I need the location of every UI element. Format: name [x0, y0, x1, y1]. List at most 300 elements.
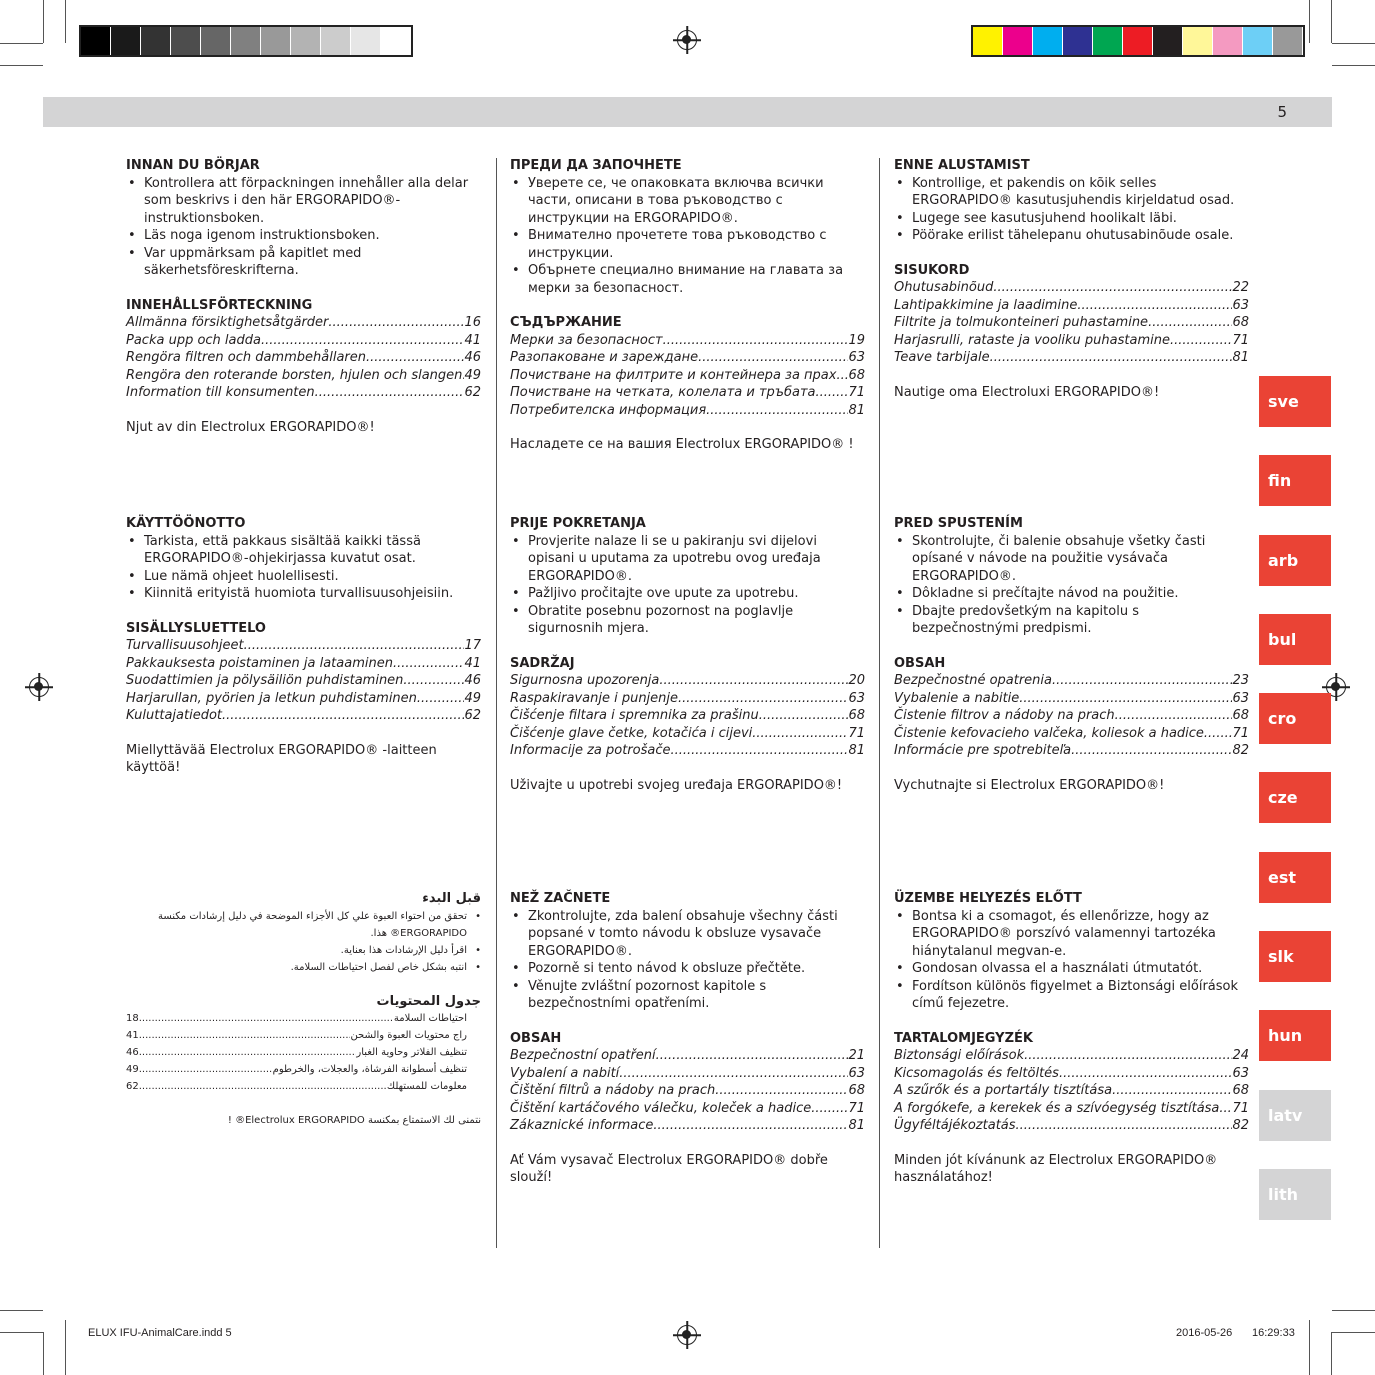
- language-tab-arb: arb: [1259, 535, 1331, 586]
- toc-entry: [510, 1082, 865, 1100]
- toc-entry: [126, 637, 481, 655]
- toc-leader: [1075, 742, 1232, 760]
- toc-leader: [815, 384, 848, 402]
- toc-title: Vybalenie a nabitie: [894, 690, 1020, 706]
- closing-line: Ať Vám vysavač Electrolux ERGORAPIDO® dobře slouží!: [510, 1152, 828, 1185]
- toc-page: 81: [848, 743, 865, 758]
- toc-leader: [667, 332, 849, 350]
- toc-page: 63: [1232, 1065, 1249, 1081]
- toc-leader: [698, 349, 848, 367]
- toc-page: 82: [1232, 743, 1249, 758]
- toc-entry: [126, 655, 481, 673]
- section-heading: INNAN DU BÖRJAR: [126, 158, 260, 173]
- toc-leader: [403, 672, 464, 690]
- toc-page: 63: [1232, 297, 1249, 313]
- toc-list: [894, 1047, 1249, 1135]
- toc-page: 71: [1232, 1100, 1249, 1116]
- intro-list: [510, 175, 865, 298]
- toc-title: Разопаковане и зареждане: [510, 350, 699, 365]
- registration-mark-icon: [677, 30, 697, 50]
- toc-entry: [894, 1047, 1249, 1065]
- toc-title: Turvallisuusohjeet: [126, 638, 244, 653]
- toc-heading: INNEHÅLLSFÖRTECKNING: [126, 297, 313, 313]
- list-item: • Kontrollige, et pakendis on kõik selles ERGORAPIDO® kasutusjuhendis kirjeldatud osad.: [894, 175, 1249, 210]
- color-swatch: [1213, 27, 1243, 55]
- list-item: • Обърнете специално внимание на главата за мерки за безопасност.: [510, 262, 865, 297]
- language-tab-est: est: [1259, 852, 1331, 903]
- toc-page: 71: [848, 385, 865, 400]
- toc-page: 71: [848, 1100, 865, 1116]
- list-item: • Läs noga igenom instruktionsboken.: [126, 227, 481, 245]
- closing-line: نتمنى لك الاستمتاع بمكنسة Electrolux ERGORAPIDO® !: [227, 1115, 481, 1126]
- registration-mark-icon: [677, 1325, 697, 1345]
- toc-entry: [894, 672, 1249, 690]
- language-tab-lith: lith: [1259, 1169, 1331, 1220]
- toc-title: Ohutusabinõud: [894, 280, 994, 295]
- toc-heading: جدول المحتويات: [376, 993, 481, 1009]
- toc-page: 63: [848, 690, 865, 706]
- toc-entry: [510, 402, 865, 420]
- toc-page: 81: [848, 1118, 865, 1133]
- list-item: • Fordítson különös figyelmet a Biztonsági előírások című fejezetre.: [894, 978, 1249, 1013]
- section-sve: [126, 157, 481, 436]
- crop-mark: [0, 1332, 43, 1333]
- toc-entry: [894, 297, 1249, 315]
- crop-mark: [0, 43, 43, 44]
- toc-leader: [619, 1065, 848, 1083]
- toc-page: 46: [464, 350, 481, 365]
- toc-page: 62: [464, 708, 481, 723]
- intro-list: [510, 533, 865, 638]
- toc-page: 20: [848, 673, 865, 688]
- toc-title: Čistenie filtrov a nádoby na prach: [894, 708, 1115, 723]
- crop-mark: [1309, 1320, 1310, 1375]
- toc-title: Čištění kartáčového válečku, koleček a hadice: [510, 1100, 812, 1116]
- list-item: • Pöörake erilist tähelepanu ohutusabinõude osale.: [894, 227, 1249, 245]
- crop-mark: [43, 1332, 44, 1375]
- header-band: [43, 97, 1332, 127]
- list-item: • Provjerite nalaze li se u pakiranju svi dijelovi opisani u uputama za upotrebu ovog uređaja ERGORAPIDO®.: [510, 533, 865, 586]
- toc-page: 68: [848, 1083, 865, 1098]
- intro-list: [126, 533, 481, 603]
- toc-page: 62: [126, 1081, 139, 1092]
- toc-title: Suodattimien ja pölysäiliön puhdistaminen: [126, 673, 404, 688]
- toc-leader: [811, 1100, 848, 1118]
- toc-title: Kuluttajatiedot: [126, 708, 223, 723]
- toc-leader: [1077, 297, 1232, 315]
- color-swatch: [351, 27, 381, 55]
- language-tab-slk: slk: [1259, 931, 1331, 982]
- color-swatch: [231, 27, 261, 55]
- section-heading: ENNE ALUSTAMIST: [894, 158, 1030, 173]
- list-item: • Lue nämä ohjeet huolellisesti.: [126, 568, 481, 586]
- toc-heading: OBSAH: [510, 1030, 562, 1046]
- toc-page: 71: [1232, 332, 1249, 348]
- toc-page: 41: [464, 655, 481, 671]
- toc-title: Rengöra den roterande borsten, hjulen och slangen: [126, 367, 463, 383]
- color-swatch: [291, 27, 321, 55]
- toc-leader: [1028, 1047, 1232, 1065]
- toc-title: Čišćenje glave četke, kotačića i cijevi: [510, 725, 753, 741]
- toc-entry: [126, 690, 481, 708]
- toc-title: A forgókefe, a kerekek és a szívóegység tisztítása: [894, 1100, 1220, 1116]
- toc-title: Почистване на четката, колелата и тръбата: [510, 385, 816, 400]
- toc-page: 41: [126, 1030, 139, 1041]
- language-tab-bul: bul: [1259, 614, 1331, 665]
- toc-entry: [894, 742, 1249, 760]
- toc-entry: [510, 707, 865, 725]
- section-arb: [126, 890, 481, 1129]
- list-item: • Pozorně si tento návod k obsluze přečtěte.: [510, 960, 865, 978]
- toc-page: 62: [464, 385, 481, 400]
- color-swatch: [201, 27, 231, 55]
- toc-title: Informácie pre spotrebiteľa.: [894, 743, 1076, 758]
- toc-page: 71: [848, 725, 865, 741]
- toc-entry: [510, 1117, 865, 1135]
- list-item: • تحقق من احتواء العبوة علي كل الأجزاء الموضحة في دليل إرشادات مكنسة ERGORAPIDO® هذا.: [126, 908, 481, 942]
- toc-entry: [894, 725, 1249, 743]
- toc-page: 63: [1232, 690, 1249, 706]
- grayscale-color-bar: [79, 25, 413, 57]
- toc-title: معلومات للمستهلك: [386, 1081, 467, 1092]
- toc-page: 46: [464, 673, 481, 688]
- toc-page: 16: [464, 315, 481, 330]
- toc-leader: [139, 1027, 351, 1044]
- section-cze: [510, 890, 865, 1187]
- list-item: • Kontrollera att förpackningen innehåller alla delar som beskrivs i den här ERGORAPIDO®-instruktionsboken.: [126, 175, 481, 228]
- list-item: • Dbajte predovšetkým na kapitolu s bezpečnostnými predpismi.: [894, 603, 1249, 638]
- toc-entry: [126, 1027, 481, 1044]
- crop-mark: [1309, 0, 1310, 43]
- color-swatch: [321, 27, 351, 55]
- section-heading: PRED SPUSTENÍM: [894, 516, 1023, 531]
- toc-heading: SADRŽAJ: [510, 655, 575, 671]
- toc-entry: [894, 1082, 1249, 1100]
- toc-title: Packa upp och ladda: [126, 332, 261, 348]
- toc-title: Biztonsági előírások.: [894, 1048, 1029, 1063]
- list-item: • Lugege see kasutusjuhend hoolikalt läbi.: [894, 210, 1249, 228]
- toc-leader: [1116, 1082, 1232, 1100]
- toc-leader: [328, 314, 464, 332]
- toc-page: 81: [848, 402, 865, 418]
- footer-time: 16:29:33: [1252, 1327, 1295, 1339]
- footer-filename: ELUX IFU-AnimalCare.indd 5: [88, 1327, 232, 1339]
- toc-entry: [894, 1100, 1249, 1118]
- toc-entry: [126, 1078, 481, 1095]
- toc-heading: OBSAH: [894, 655, 946, 671]
- toc-entry: [894, 349, 1249, 367]
- toc-page: 81: [1232, 350, 1249, 365]
- color-swatch: [1063, 27, 1093, 55]
- toc-list: [894, 279, 1249, 367]
- color-swatch: [81, 27, 111, 55]
- toc-title: Bezpečnostní opatření: [510, 1048, 656, 1063]
- intro-list: [126, 175, 481, 280]
- toc-leader: [659, 672, 848, 690]
- color-swatch: [261, 27, 291, 55]
- toc-leader: [990, 349, 1233, 367]
- list-item: • Bontsa ki a csomagot, és ellenőrizze, hogy az ERGORAPIDO® porszívó valamennyi tartozéka hiánytalanul megvan-e.: [894, 908, 1249, 961]
- toc-list: [126, 1010, 481, 1095]
- language-tab-cze: cze: [1259, 772, 1331, 823]
- toc-list: [126, 637, 481, 725]
- toc-leader: [1170, 332, 1232, 350]
- toc-entry: [510, 742, 865, 760]
- toc-title: A szűrők és a portartály tisztítása.: [894, 1083, 1117, 1098]
- toc-leader: [139, 1078, 387, 1095]
- toc-page: 24: [1232, 1048, 1249, 1063]
- toc-page: 46: [126, 1047, 139, 1058]
- list-item: • Tarkista, että pakkaus sisältää kaikki tässä ERGORAPIDO®-ohjekirjassa kuvatut osat.: [126, 533, 481, 568]
- closing-line: Miellyttävää Electrolux ERGORAPIDO® -laitteen käyttöä!: [126, 742, 437, 775]
- section-heading: قبل البدء: [422, 891, 481, 906]
- toc-entry: [510, 690, 865, 708]
- color-swatch: [1033, 27, 1063, 55]
- toc-entry: [126, 314, 481, 332]
- section-heading: NEŽ ZAČNETE: [510, 891, 611, 906]
- registration-mark-icon: [29, 677, 49, 697]
- toc-leader: [1148, 314, 1232, 332]
- list-item: • Dôkladne si prečítajte návod na použitie.: [894, 585, 1249, 603]
- toc-entry: [894, 279, 1249, 297]
- toc-page: 68: [848, 708, 865, 723]
- process-color-bar: [971, 25, 1305, 57]
- list-item: • Skontrolujte, či balenie obsahuje všetky časti opísané v návode na použitie vysávača ERGORAPIDO®.: [894, 533, 1249, 586]
- list-item: • اقرأ دليل الإرشادات هذا بعناية.: [126, 942, 481, 959]
- closing-line: Nautige oma Electroluxi ERGORAPIDO®!: [894, 384, 1160, 400]
- toc-entry: [894, 690, 1249, 708]
- toc-entry: [894, 314, 1249, 332]
- toc-leader: [417, 690, 465, 708]
- toc-list: [510, 332, 865, 420]
- crop-mark: [1332, 65, 1375, 66]
- closing-line: Uživajte u upotrebi svojeg uređaja ERGORAPIDO®!: [510, 777, 843, 793]
- toc-title: Filtrite ja tolmukonteineri puhastamine: [894, 315, 1149, 330]
- toc-page: 63: [848, 350, 865, 365]
- toc-page: 49: [464, 367, 481, 383]
- list-item: • Уверете се, че опаковката включва всички части, описани в това ръководство с инструкции на ERGORAPIDO®.: [510, 175, 865, 228]
- intro-list: [126, 908, 481, 976]
- list-item: • Věnujte zvláštní pozornost kapitole s bezpečnostními opatřeními.: [510, 978, 865, 1013]
- toc-page: 49: [126, 1064, 139, 1075]
- toc-leader: [1219, 1100, 1232, 1118]
- toc-leader: [1059, 1065, 1233, 1083]
- toc-page: 21: [848, 1048, 865, 1063]
- toc-list: [510, 1047, 865, 1135]
- language-tab-cro: cro: [1259, 693, 1331, 744]
- toc-entry: [126, 1044, 481, 1061]
- toc-entry: [126, 1010, 481, 1027]
- list-item: • Var uppmärksam på kapitlet med säkerhetsföreskrifterna.: [126, 245, 481, 280]
- color-swatch: [171, 27, 201, 55]
- section-fin: [126, 515, 481, 777]
- toc-title: Rengöra filtren och dammbehållaren: [126, 350, 366, 365]
- toc-leader: [366, 349, 464, 367]
- toc-entry: [126, 332, 481, 350]
- toc-entry: [894, 1065, 1249, 1083]
- toc-page: 68: [1232, 315, 1249, 330]
- toc-entry: [126, 707, 481, 725]
- column-divider: [496, 158, 497, 1248]
- toc-leader: [139, 1061, 273, 1078]
- toc-title: Teave tarbijale: [894, 350, 990, 365]
- toc-page: 41: [464, 332, 481, 348]
- toc-title: Informacije za potrošače: [510, 743, 671, 758]
- toc-list: [510, 672, 865, 760]
- crop-mark: [1332, 1332, 1375, 1333]
- toc-entry: [894, 1117, 1249, 1135]
- toc-page: 71: [1232, 725, 1249, 741]
- footer-date: 2016-05-26: [1176, 1327, 1233, 1339]
- toc-title: راج محتويات العبوة والشحن: [350, 1030, 467, 1041]
- toc-page: 68: [1232, 708, 1249, 723]
- toc-title: Pakkauksesta poistaminen ja lataaminen: [126, 655, 393, 671]
- color-swatch: [1183, 27, 1213, 55]
- toc-title: Harjasrulli, rataste ja vooliku puhastamine: [894, 332, 1170, 348]
- crop-mark: [65, 0, 66, 43]
- color-swatch: [1003, 27, 1033, 55]
- toc-leader: [993, 279, 1232, 297]
- language-tab-fin: fin: [1259, 455, 1331, 506]
- toc-page: 63: [848, 1065, 865, 1081]
- toc-title: Information till konsumenten: [126, 385, 315, 400]
- color-swatch: [1243, 27, 1273, 55]
- toc-entry: [510, 332, 865, 350]
- toc-title: تنظيف الفلاتر وحاوية الغبار: [356, 1047, 467, 1058]
- color-swatch: [381, 27, 411, 55]
- list-item: • Gondosan olvassa el a használati útmutatót.: [894, 960, 1249, 978]
- toc-list: [894, 672, 1249, 760]
- intro-list: [894, 533, 1249, 638]
- toc-leader: [671, 742, 849, 760]
- crop-mark: [43, 0, 44, 43]
- closing-line: Vychutnajte si Electrolux ERGORAPIDO®!: [894, 777, 1165, 793]
- list-item: • Zkontrolujte, zda balení obsahuje všechny části popsané v tomto návodu k obsluze vysavače ERGORAPIDO®.: [510, 908, 865, 961]
- color-swatch: [973, 27, 1003, 55]
- toc-heading: SISUKORD: [894, 262, 970, 278]
- toc-page: 22: [1232, 280, 1249, 295]
- toc-leader: [752, 725, 848, 743]
- toc-entry: [126, 384, 481, 402]
- toc-leader: [715, 1082, 848, 1100]
- toc-title: Allmänna försiktighetsåtgärder: [126, 315, 329, 330]
- color-swatch: [1153, 27, 1183, 55]
- toc-leader: [139, 1044, 357, 1061]
- intro-list: [894, 175, 1249, 245]
- color-swatch: [1093, 27, 1123, 55]
- toc-title: احتياطات السلامة: [393, 1013, 467, 1024]
- toc-page: 68: [1232, 1083, 1249, 1098]
- language-tab-sve: sve: [1259, 376, 1331, 427]
- toc-leader: [244, 637, 465, 655]
- toc-entry: [126, 367, 481, 385]
- toc-title: Harjarullan, pyörien ja letkun puhdistaminen: [126, 690, 417, 706]
- color-swatch: [141, 27, 171, 55]
- toc-leader: [393, 655, 465, 673]
- toc-leader: [706, 402, 848, 420]
- toc-leader: [222, 707, 464, 725]
- crop-mark: [1332, 43, 1375, 44]
- toc-page: 68: [848, 367, 865, 383]
- toc-entry: [510, 1065, 865, 1083]
- toc-entry: [894, 707, 1249, 725]
- crop-mark: [0, 65, 43, 66]
- toc-title: Čistenie kefovacieho valčeka, koliesok a hadice: [894, 725, 1204, 741]
- toc-leader: [261, 332, 464, 350]
- crop-mark: [0, 1310, 43, 1311]
- section-heading: ПРЕДИ ДА ЗАПОЧНЕТЕ: [510, 158, 682, 173]
- toc-page: 19: [848, 332, 865, 348]
- toc-leader: [1115, 707, 1233, 725]
- toc-heading: TARTALOMJEGYZÉK: [894, 1030, 1033, 1046]
- toc-title: Raspakiravanje i punjenje: [510, 690, 679, 706]
- toc-page: 18: [126, 1013, 139, 1024]
- toc-entry: [126, 1061, 481, 1078]
- toc-leader: [678, 690, 848, 708]
- toc-title: Zákaznické informace.: [510, 1118, 658, 1133]
- language-tabs: [1259, 376, 1331, 1248]
- toc-title: Мерки за безопасност.: [510, 332, 667, 348]
- language-tab-latv: latv: [1259, 1090, 1331, 1141]
- toc-page: 49: [464, 690, 481, 706]
- toc-list: [126, 314, 481, 402]
- closing-line: Насладете се на вашия Electrolux ERGORAPIDO® !: [510, 437, 854, 452]
- section-hun: [894, 890, 1249, 1187]
- crop-mark: [1331, 1332, 1332, 1375]
- toc-entry: [126, 349, 481, 367]
- language-tab-hun: hun: [1259, 1010, 1331, 1061]
- closing-line: Minden jót kívánunk az Electrolux ERGORAPIDO® használatához!: [894, 1152, 1218, 1185]
- toc-leader: [1052, 672, 1232, 690]
- section-est: [894, 157, 1249, 401]
- toc-page: 17: [464, 638, 481, 653]
- color-swatch: [1273, 27, 1303, 55]
- color-swatch: [1123, 27, 1153, 55]
- list-item: • Kiinnitä erityistä huomiota turvallisuusohjeisiin.: [126, 585, 481, 603]
- toc-leader: [836, 367, 848, 385]
- section-heading: KÄYTTÖÖNOTTO: [126, 516, 246, 531]
- toc-title: Ügyféltájékoztatás: [894, 1118, 1016, 1133]
- crop-mark: [65, 1320, 66, 1375]
- intro-list: [894, 908, 1249, 1013]
- toc-page: 23: [1232, 673, 1249, 688]
- list-item: • انتبه بشكل خاص لفصل احتياطات السلامة.: [126, 959, 481, 976]
- toc-title: Čištění filtrů a nádoby na prach: [510, 1083, 716, 1098]
- toc-entry: [510, 1100, 865, 1118]
- toc-heading: SISÄLLYSLUETTELO: [126, 620, 266, 636]
- toc-title: Bezpečnostné opatrenia: [894, 673, 1052, 688]
- crop-mark: [1332, 1310, 1375, 1311]
- toc-title: Lahtipakkimine ja laadimine: [894, 297, 1078, 313]
- toc-title: تنظيف أسطوانة الفرشاة، والعجلات، والخرطوم: [272, 1064, 467, 1075]
- toc-leader: [139, 1010, 394, 1027]
- toc-entry: [126, 672, 481, 690]
- toc-title: Čišćenje filtara i spremnika za prašinu: [510, 708, 759, 723]
- section-slk: [894, 515, 1249, 794]
- section-heading: PRIJE POKRETANJA: [510, 516, 646, 531]
- toc-title: Почистване на филтрите и контейнера за прах: [510, 367, 837, 383]
- toc-leader: [656, 1047, 849, 1065]
- toc-leader: [1019, 690, 1232, 708]
- toc-entry: [510, 725, 865, 743]
- toc-heading: СЪДЪРЖАНИЕ: [510, 315, 622, 330]
- toc-leader: [759, 707, 849, 725]
- toc-entry: [510, 384, 865, 402]
- toc-leader: [1016, 1117, 1233, 1135]
- toc-entry: [894, 332, 1249, 350]
- toc-entry: [510, 349, 865, 367]
- section-heading: ÜZEMBE HELYEZÉS ELŐTT: [894, 891, 1082, 906]
